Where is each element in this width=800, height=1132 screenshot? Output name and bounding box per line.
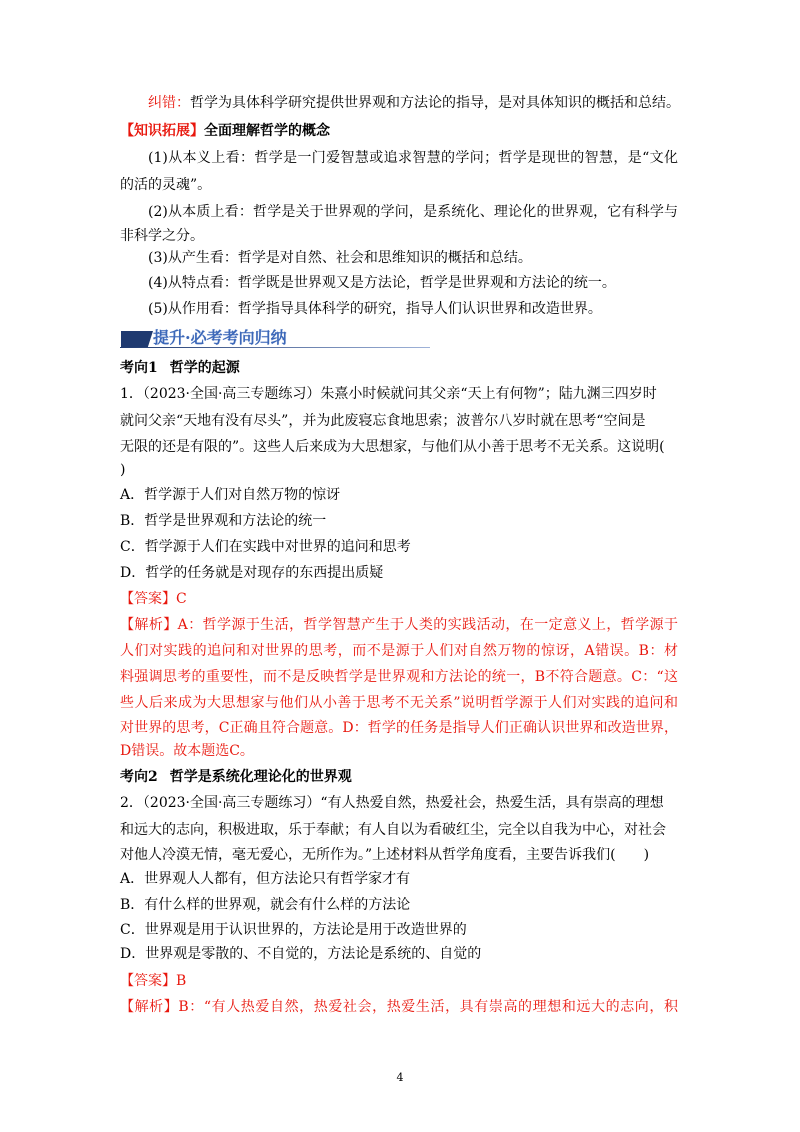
- question-1-analysis-line: 料强调思考的重要性，而不是反映哲学是世界观和方法论的统一，B不符合题意。C：“这: [120, 669, 678, 685]
- topic-2-label: 考向2: [120, 769, 158, 785]
- knowledge-item-3-line: (3)从产生看：哲学是对自然、社会和思维知识的概括和总结。: [148, 250, 532, 266]
- question-2-answer: [120, 971, 186, 991]
- question-1-analysis-line: 对世界的思考，C正确且符合题意。D：哲学的任务是指导人们正确认识世界和改造世界，: [120, 720, 678, 736]
- knowledge-extension-heading: [120, 121, 330, 141]
- question-1-analysis-line: 人们对实践的追问和对世界的思考，而不是源于人们对自然万物的惊讶，A错误。B：材: [120, 643, 678, 659]
- correction-text: 哲学为具体科学研究提供世界观和方法论的指导，是对具体知识的概括和总结。: [190, 95, 680, 111]
- topic-1-title: 哲学的起源: [169, 360, 240, 376]
- page-number: 4: [396, 1071, 404, 1084]
- section-banner: [120, 327, 430, 348]
- topic-2-heading: [120, 767, 352, 787]
- question-1-option-c: C．哲学源于人们在实践中对世界的追问和思考: [120, 539, 411, 555]
- question-1-answer-value: C: [176, 591, 187, 607]
- topic-2-title: 哲学是系统化理论化的世界观: [169, 769, 352, 785]
- question-1-stem-line: 就问父亲“天地有没有尽头”，并为此废寝忘食地思索；波普尔八岁时就在思考“空间是: [120, 413, 646, 429]
- question-1-option-b: B．哲学是世界观和方法论的统一: [120, 513, 327, 529]
- correction-line: [148, 93, 678, 113]
- question-1-analysis-line: 些人后来成为大思想家与他们从小善于思考不无关系”说明哲学源于人们对实践的追问和: [120, 695, 678, 711]
- question-1-stem-line: 无限的还是有限的”。这些人后来成为大思想家，与他们从小善于思考不无关系。这说明(: [120, 439, 665, 455]
- question-1-option-d: D．哲学的任务就是对现存的东西提出质疑: [120, 565, 384, 581]
- banner-bar-decoration: [121, 331, 153, 347]
- question-2-option-b: B．有什么样的世界观，就会有什么样的方法论: [120, 897, 411, 913]
- question-1-stem-line: 1．（2023·全国·高三专题练习）朱熹小时候就问其父亲“天上有何物”；陆九渊三四岁时: [120, 386, 657, 402]
- question-1-analysis-line: D错误。故本题选C。: [120, 743, 254, 759]
- section-banner-title: 提升·必考考向归纳: [153, 328, 287, 347]
- question-1-option-a: A．哲学源于人们对自然万物的惊讶: [120, 487, 341, 503]
- question-1-analysis-line: 【解析】A：哲学源于生活，哲学智慧产生于人类的实践活动，在一定意义上，哲学源于: [120, 617, 678, 633]
- knowledge-item-1-line: (1)从本义上看：哲学是一门爱智慧或追求智慧的学问；哲学是现世的智慧，是“文化: [148, 150, 678, 166]
- knowledge-item-2-line: (2)从本质上看：哲学是关于世界观的学问，是系统化、理论化的世界观，它有科学与: [148, 204, 678, 220]
- question-2-stem-line: 对他人冷漠无情，毫无爱心，无所作为。”上述材料从哲学角度看，主要告诉我们( ): [120, 847, 650, 863]
- question-2-analysis-line: 【解析】B：“有人热爱自然，热爱社会，热爱生活，具有崇高的理想和远大的志向，积: [120, 999, 678, 1015]
- knowledge-item-2-line: 非科学之分。: [120, 228, 204, 244]
- knowledge-extension-title: 全面理解哲学的概念: [204, 123, 330, 139]
- question-1-answer-tag: 【答案】: [120, 591, 176, 607]
- banner-underline: [120, 347, 430, 348]
- knowledge-item-5-line: (5)从作用看：哲学指导具体科学的研究，指导人们认识世界和改造世界。: [148, 301, 602, 317]
- topic-1-label: 考向1: [120, 360, 158, 376]
- correction-label: 纠错：: [148, 95, 190, 111]
- question-2-answer-value: B: [176, 973, 187, 989]
- knowledge-extension-tag: 【知识拓展】: [120, 123, 204, 139]
- knowledge-item-4-line: (4)从特点看：哲学既是世界观又是方法论，哲学是世界观和方法论的统一。: [148, 275, 616, 291]
- question-2-option-c: C．世界观是用于认识世界的，方法论是用于改造世界的: [120, 922, 467, 938]
- knowledge-item-1-line: 的活的灵魂”。: [120, 177, 212, 193]
- topic-1-heading: [120, 358, 240, 378]
- question-2-option-a: A．世界观人人都有，但方法论只有哲学家才有: [120, 871, 411, 887]
- question-2-stem-line: 和远大的志向，积极进取，乐于奉献；有人自以为看破红尘，完全以自我为中心，对社会: [120, 822, 666, 838]
- question-2-answer-tag: 【答案】: [120, 973, 176, 989]
- question-1-stem-line: ): [120, 462, 126, 478]
- question-2-stem-line: 2．（2023·全国·高三专题练习）“有人热爱自然，热爱社会，热爱生活，具有崇高的理想: [120, 795, 664, 811]
- question-1-answer: [120, 589, 187, 609]
- question-2-option-d: D．世界观是零散的、不自觉的，方法论是系统的、自觉的: [120, 946, 482, 962]
